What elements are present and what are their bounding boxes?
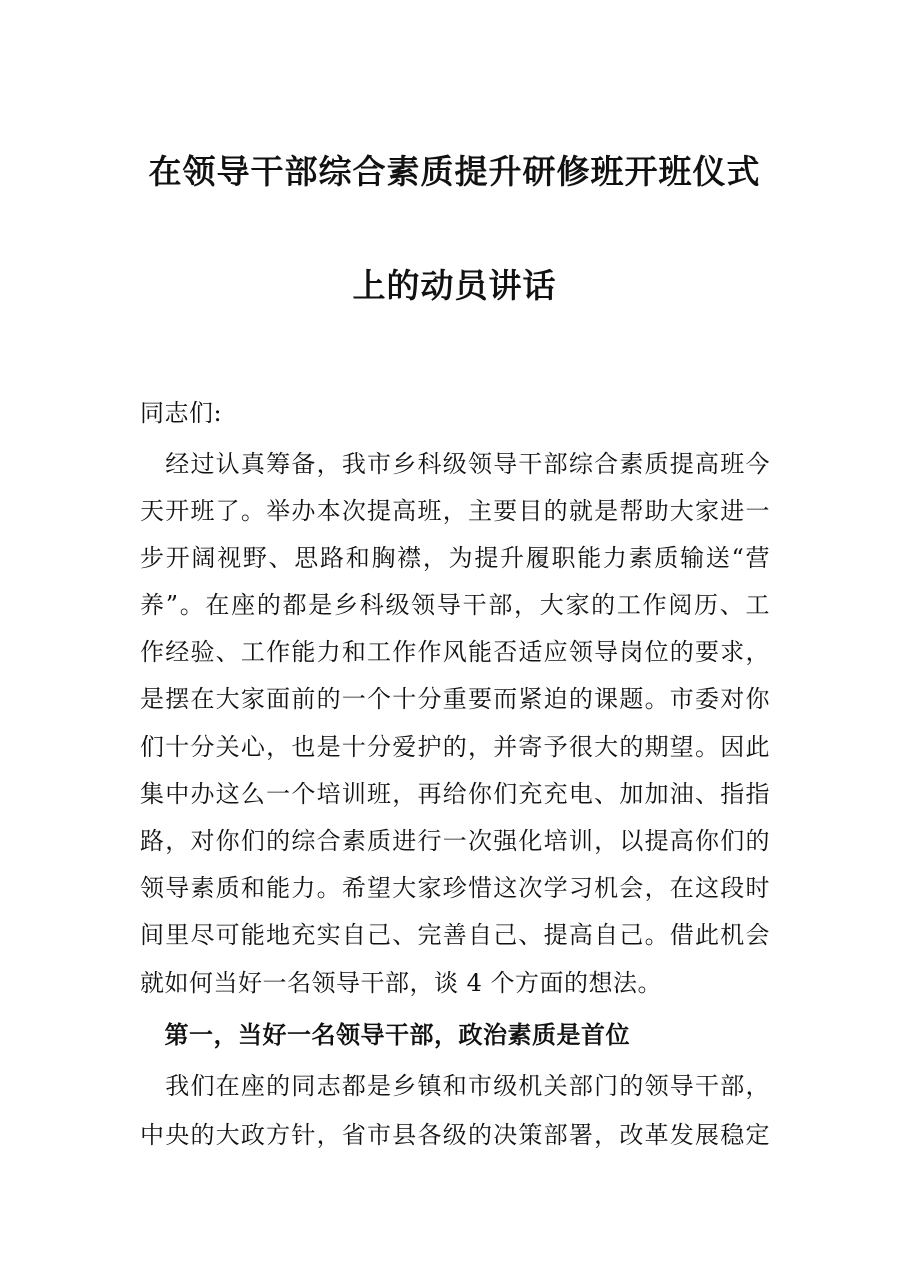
- paragraph-2-line: 我们在座的同志都是乡镇和市级机关部门的领导干部，: [140, 1072, 770, 1100]
- paragraph-2-line: 中央的大政方针，省市县各级的决策部署，改革发展稳定: [140, 1121, 770, 1149]
- paragraph-1-line: 天开班了。举办本次提高班，主要目的就是帮助大家进一: [140, 497, 770, 525]
- paragraph-1-line: 经过认真筹备，我市乡科级领导干部综合素质提高班今: [140, 450, 770, 478]
- paragraph-1-line: 领导素质和能力。希望大家珍惜这次学习机会，在这段时: [140, 874, 770, 902]
- paragraph-1-line: 们十分关心，也是十分爱护的，并寄予很大的期望。因此: [140, 733, 770, 761]
- salutation: 同志们:: [140, 399, 223, 427]
- paragraph-1-line: 步开阔视野、思路和胸襟，为提升履职能力素质输送“营: [140, 544, 770, 572]
- document-title-line-2: 上的动员讲话: [352, 266, 557, 305]
- paragraph-1-line: 集中办这么一个培训班，再给你们充充电、加加油、指指: [140, 780, 770, 808]
- paragraph-1-line: 间里尽可能地充实自己、完善自己、提高自己。借此机会: [140, 921, 770, 949]
- paragraph-1-line: 是摆在大家面前的一个十分重要而紧迫的课题。市委对你: [140, 685, 770, 713]
- paragraph-1-line: 作经验、工作能力和工作作风能否适应领导岗位的要求，: [140, 638, 770, 666]
- paragraph-1-line: 就如何当好一名领导干部，谈 4 个方面的想法。: [140, 969, 663, 997]
- paragraph-1-line: 养”。在座的都是乡科级领导干部，大家的工作阅历、工: [140, 591, 770, 619]
- document-title-line-1: 在领导干部综合素质提升研修班开班仪式: [148, 152, 761, 191]
- paragraph-1-line: 路，对你们的综合素质进行一次强化培训，以提高你们的: [140, 827, 770, 855]
- section-1-heading: 第一，当好一名领导干部，政治素质是首位: [140, 1020, 630, 1049]
